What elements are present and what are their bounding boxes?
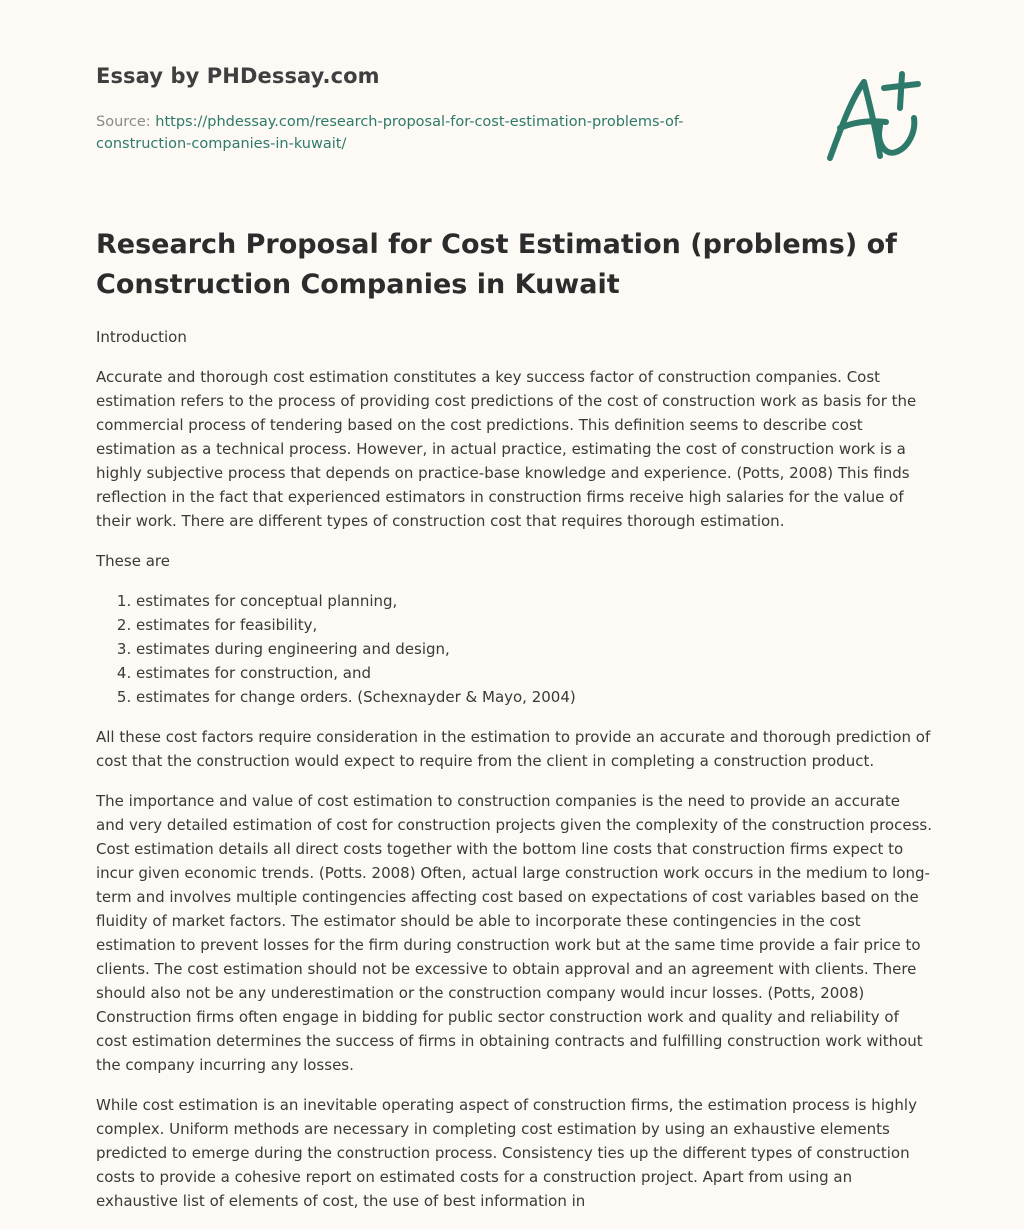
paragraph-2: All these cost factors require consideration in the estimation to provide an accurate and thorough prediction of cost that the construction would expect to require from the client in completing a construction product. — [96, 728, 931, 770]
paragraph-4: While cost estimation is an inevitable operating aspect of construction firms, the estimation process is highly complex. Uniform methods are necessary in completing cost estimation by using an exhaustive elements predicted to emerge during the construction process. Consistency ties up the different types of construction costs to provide a cohesive report on estimated costs for a construction project. Apart from using an exhaustive list of elements of cost, the use of best information in — [96, 1096, 917, 1210]
source-link[interactable]: https://phdessay.com/research-proposal-for-cost-estimation-problems-of-construction-companies-in-kuwait/ — [96, 114, 684, 152]
list-item: 3. estimates during engineering and design, — [136, 637, 932, 661]
article-title: Research Proposal for Cost Estimation (problems) of Construction Companies in Kuwait — [96, 229, 897, 300]
intro-heading: Introduction — [96, 328, 187, 346]
paragraph-1: Accurate and thorough cost estimation constitutes a key success factor of construction companies. Cost estimation refers to the process of providing cost predictions of the cost of construction work as basis for the commercial process of tendering based on the cost predictions. This definition seems to describe cost estimation as a technical process. However, in actual practice, estimating the cost of construction work is a highly subjective process that depends on practice-base knowledge and experience. (Potts, 2008) This finds reflection in the fact that experienced estimators in construction firms receive high salaries for the value of their work. There are different types of construction cost that requires thorough estimation. — [96, 368, 917, 530]
list-item: 2. estimates for feasibility, — [136, 613, 932, 637]
cost-estimate-types-list — [96, 589, 932, 709]
source-label: Source: — [96, 114, 151, 130]
list-intro: These are — [96, 552, 170, 570]
list-item: 4. estimates for construction, and — [136, 661, 932, 685]
article-body — [96, 325, 932, 1229]
list-item: 1. estimates for conceptual planning, — [136, 589, 932, 613]
source-line — [96, 111, 736, 155]
paragraph-3: The importance and value of cost estimation to construction companies is the need to provide an accurate and very detailed estimation of cost for construction projects given the complexity of the construction process. Cost estimation details all direct costs together with the bottom line costs that construction firms expect to incur given economic trends. (Potts. 2008) Often, actual large construction work occurs in the medium to long-term and involves multiple contingencies affecting cost based on expectations of cost variables based on the fluidity of market factors. The estimator should be able to incorporate these contingencies in the cost estimation to prevent losses for the firm during construction work but at the same time provide a fair price to clients. The cost estimation should not be excessive to obtain approval and an agreement with clients. There should also not be any underestimation or the construction company would incur losses. (Potts, 2008) Construction firms often engage in bidding for public sector construction work and quality and reliability of cost estimation determines the success of firms in obtaining contracts and fulfilling construction work without the company incurring any losses. — [96, 792, 932, 1074]
site-brand: Essay by PHDessay.com — [96, 64, 380, 88]
list-item: 5. estimates for change orders. (Schexnayder & Mayo, 2004) — [136, 685, 932, 709]
a-plus-grade-icon — [820, 70, 930, 165]
